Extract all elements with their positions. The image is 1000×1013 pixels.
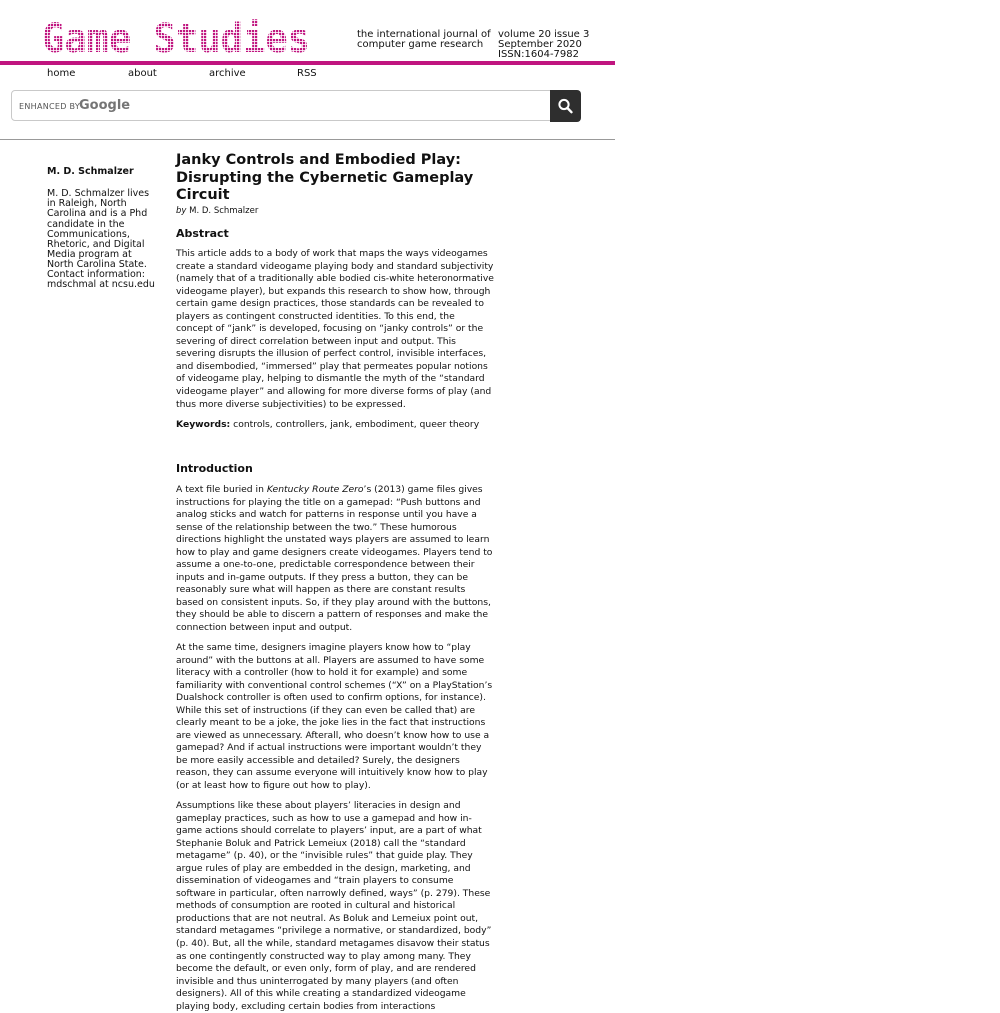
nav-archive[interactable]: archive <box>209 68 246 79</box>
logo-text: Game Studies <box>42 18 310 58</box>
author-contact <box>47 270 159 290</box>
paragraph: Assumptions like these about players’ literacies in design and gameplay practices, such as how to use a gamepad and how in-game actions should correlate to players’ input, are a part of what Stephanie Boluk and Patrick Lemeiux (2018) call the “standard metagame” (p. 40), or the “invisible rules” that guide play. They argue rules of play are embedded in the design, marketing, and dissemination of videogames and “train players to consume software in particular, often narrowly defined, ways” (p. 279). These methods of consumption are rooted in cultural and historical productions that are not neutral. As Boluk and Lemeiux point out, standard metagames “privilege a normative, or standardized, body” (p. 40). But, all the while, standard metagames disavow their status as one contingently constructed way to play among many. They become the default, or even only, form of play, and are rendered invisible and thus uninterrogated by many players (and often designers). All of this while creating a standardized videogame playing body, excluding certain bodies from interactions <box>176 800 492 1012</box>
search-icon <box>550 90 581 122</box>
tagline-line: computer game research <box>357 39 484 50</box>
abstract-text: This article adds to a body of work that maps the ways videogames create a standard videogame playing body and standard subjectivity (namely that of a traditionally able bodied cis-white heteronormative videogame player), but expands this research to show how, through certain game design practices, those standards can be revealed to players as contingent constructed identities. To this end, the concept of “jank” is developed, focusing on “janky controls” or the severing of direct correlation between input and output. This severing disrupts the illusion of perfect control, invisible interfaces, and disembodied, “immersed” play that permeates popular notions of videogame play, helping to dismantle the myth of the “standard videogame player” and allowing for more diverse forms of play (and thus more diverse subjectivities) to be expressed. <box>176 248 494 410</box>
article-title: Janky Controls and Embodied Play: Disrupting the Cybernetic Gameplay Circuit <box>176 152 474 203</box>
issue-volume: volume 20 issue 3 <box>498 29 590 40</box>
introduction-heading: Introduction <box>176 462 253 475</box>
search-input[interactable] <box>11 90 551 121</box>
search-button[interactable] <box>550 90 581 122</box>
paragraph <box>176 484 494 635</box>
text-run: A text file buried in <box>176 484 267 495</box>
google-logo: Google <box>79 98 131 113</box>
nav-rss[interactable]: RSS <box>297 68 317 79</box>
keywords <box>176 419 494 432</box>
contact-email[interactable]: mdschmal at ncsu.edu <box>47 279 155 291</box>
journal-tagline <box>357 30 491 50</box>
issue-issn: ISSN:1604-7982 <box>498 49 580 60</box>
game-studies-logo[interactable] <box>42 18 314 58</box>
byline-author: M. D. Schmalzer <box>189 206 259 216</box>
enhanced-by-label: ENHANCED BY <box>19 102 81 111</box>
paragraph: At the same time, designers imagine players know how to “play around” with the buttons at all. Players are assumed to have some literacy with a controller (how to hold it for example) and some familiarity with conventional control schemes (“X” on a PlayStation’s Dualshock controller is often used to confirm options, for instance). While this set of instructions (if they can even be called that) are clearly meant to be a joke, the joke lies in the fact that instructions are viewed as unnecessary. Afterall, who doesn’t know how to use a gamepad? And if actual instructions were important wouldn’t they be more easily accessible and detailed? Surely, the designers reason, they can assume everyone will intuitively know how to play (or at least how to figure out how to play). <box>176 642 493 792</box>
issue-date: September 2020 <box>498 39 582 50</box>
header-divider <box>0 61 615 65</box>
keywords-label: Keywords: <box>176 419 231 430</box>
keywords-list: controls, controllers, jank, embodiment, queer theory <box>233 419 480 430</box>
tagline-line: the international journal of <box>357 29 491 40</box>
text-run: ’s (2013) game files gives instructions for playing the title on a gamepad: “Push buttons and analog sticks and watch for patterns in response until you have a sense of the relationship between the two.” These humorous directions highlight the unstated ways players are assumed to learn how to play and game designers create videogames. Players tend to assume a one-to-one, predictable correspondence between their inputs and in-game outputs. If they press a button, they can be reasonably sure what will happen as there are constant results based on consistent inputs. So, if they play around with the buttons, they should be able to discern a pattern of responses and make the connection between input and output. <box>176 484 493 634</box>
nav-home[interactable]: home <box>47 68 76 79</box>
contact-label: Contact information: <box>47 269 146 280</box>
abstract-heading: Abstract <box>176 227 229 240</box>
issue-info <box>498 30 589 60</box>
content-divider <box>0 139 615 140</box>
author-name: M. D. Schmalzer <box>47 166 134 177</box>
nav-about[interactable]: about <box>128 68 157 79</box>
article-byline <box>176 206 494 216</box>
author-bio: M. D. Schmalzer lives in Raleigh, North Carolina and is a Phd candidate in the Communications, Rhetoric, and Digital Media program at North Carolina State. <box>47 188 150 271</box>
game-title: Kentucky Route Zero <box>266 484 364 495</box>
by-label: by <box>176 206 187 216</box>
